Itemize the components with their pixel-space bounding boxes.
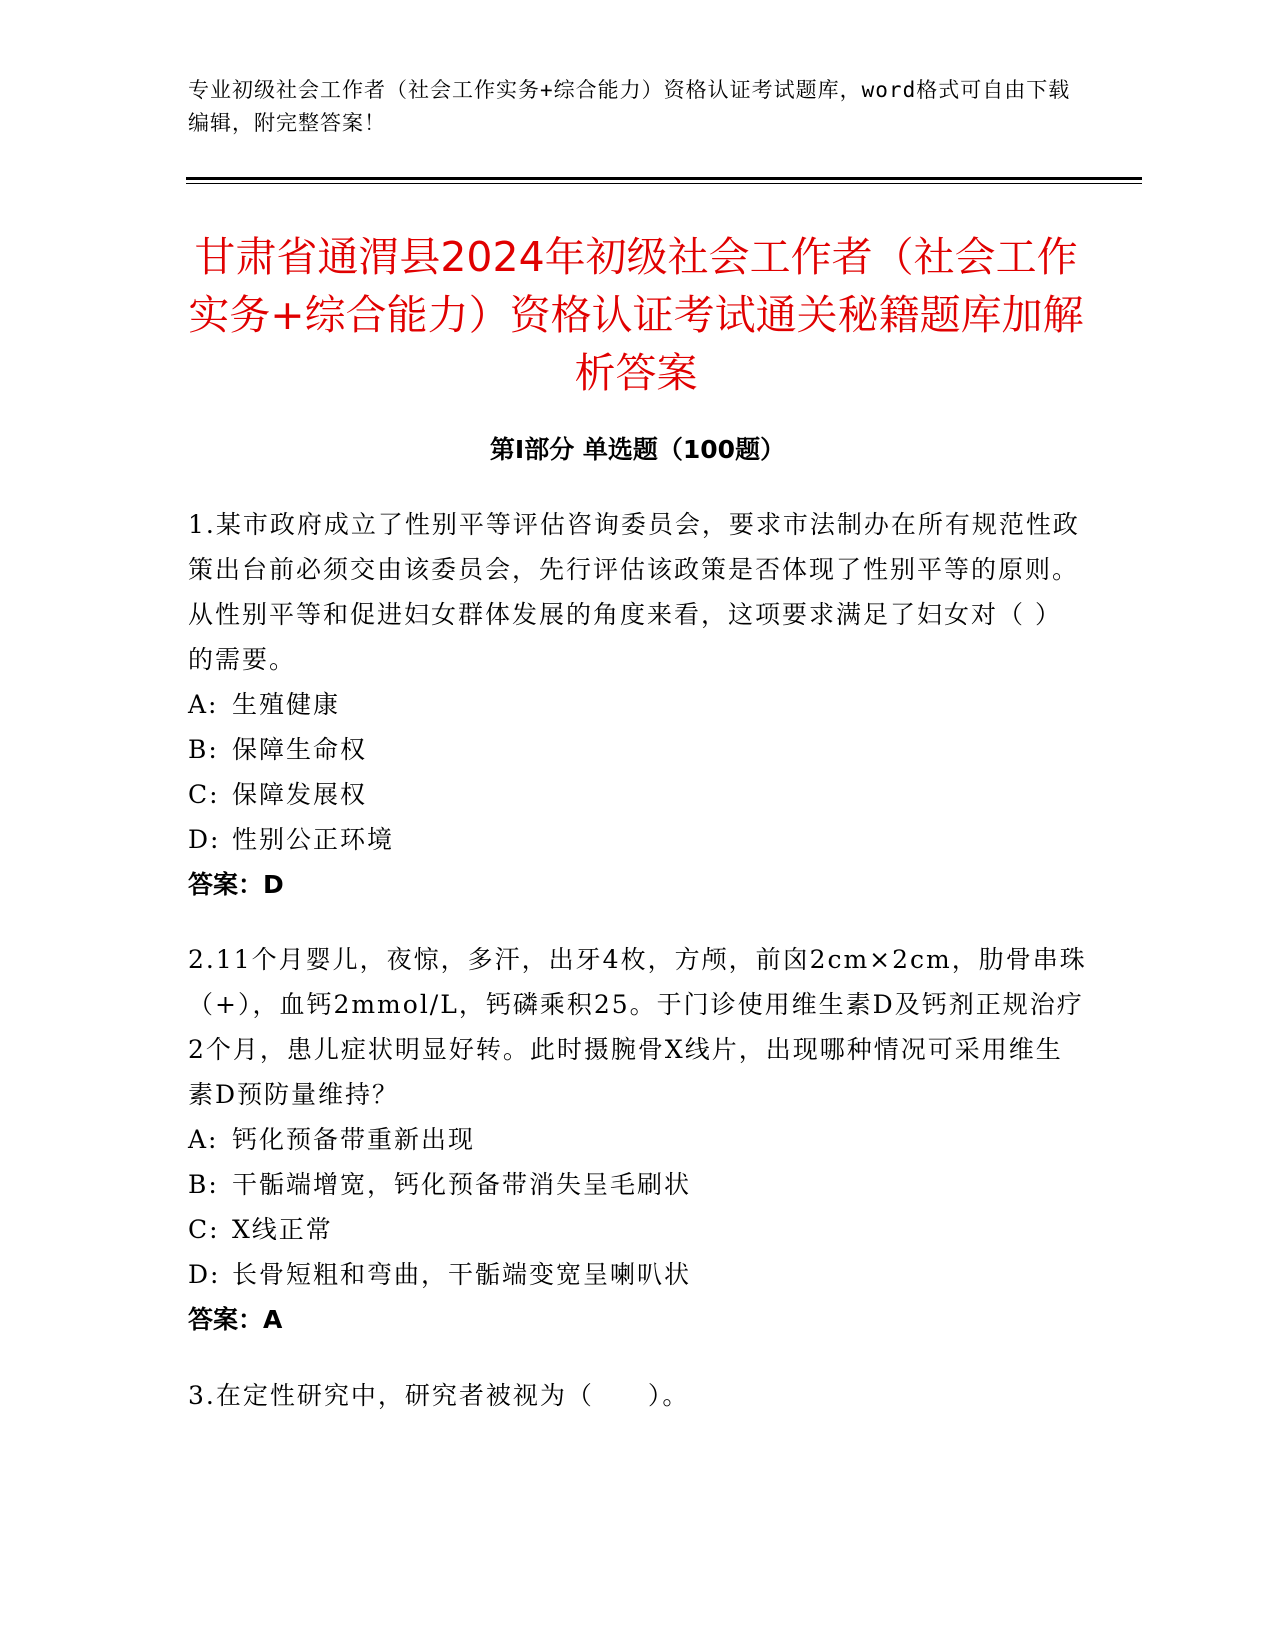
question-3 [188,1373,1088,1418]
option-key: C: [188,1215,220,1244]
header-divider-thick [186,177,1142,180]
question-option-c [188,772,1088,817]
option-key: A: [188,690,219,719]
option-text: 钙化预备带重新出现 [232,1125,476,1154]
question-option-d [188,817,1088,862]
option-key: B: [188,735,219,764]
question-1 [188,502,1088,907]
question-option-c [188,1207,1088,1252]
header-divider-thin [186,183,1142,184]
question-stem: 3.在定性研究中，研究者被视为（ ）。 [188,1381,690,1410]
document-title: 甘肃省通渭县2024年初级社会工作者（社会工作实务+综合能力）资格认证考试通关秘籍题库加解析答案 [188,233,1084,397]
option-key: C: [188,780,220,809]
option-text: 长骨短粗和弯曲，干骺端变宽呈喇叭状 [232,1260,692,1289]
option-text: X线正常 [232,1215,333,1244]
option-text: 干骺端增宽，钙化预备带消失呈毛刷状 [232,1170,692,1199]
question-option-d [188,1252,1088,1297]
option-key: B: [188,1170,219,1199]
question-option-a [188,682,1088,727]
question-answer: 答案：A [188,1305,283,1334]
option-text: 保障发展权 [232,780,368,809]
option-key: D: [188,1260,221,1289]
question-option-a [188,1117,1088,1162]
question-option-b [188,1162,1088,1207]
question-answer: 答案：D [188,870,284,899]
option-key: A: [188,1125,219,1154]
option-text: 性别公正环境 [232,825,395,854]
option-text: 生殖健康 [232,690,341,719]
header-note: 专业初级社会工作者（社会工作实务+综合能力）资格认证考试题库，word格式可自由下载编辑，附完整答案！ [188,78,1071,135]
section-heading: 第Ⅰ部分 单选题（100题） [489,435,786,464]
question-stem: 2.11个月婴儿，夜惊，多汗，出牙4枚，方颅，前囟2cm×2cm，肋骨串珠（+），血钙2mmol/L，钙磷乘积25。于门诊使用维生素D及钙剂正规治疗2个月，患儿症状明显好转。此时摄腕骨X线片，出现哪种情况可采用维生素D预防量维持？ [188,945,1087,1109]
question-stem: 1.某市政府成立了性别平等评估咨询委员会，要求市法制办在所有规范性政策出台前必须交由该委员会，先行评估该政策是否体现了性别平等的原则。从性别平等和促进妇女群体发展的角度来看，这项要求满足了妇女对（ ）的需要。 [188,510,1080,674]
option-key: D: [188,825,221,854]
question-option-b [188,727,1088,772]
option-text: 保障生命权 [232,735,368,764]
question-2 [188,937,1088,1342]
